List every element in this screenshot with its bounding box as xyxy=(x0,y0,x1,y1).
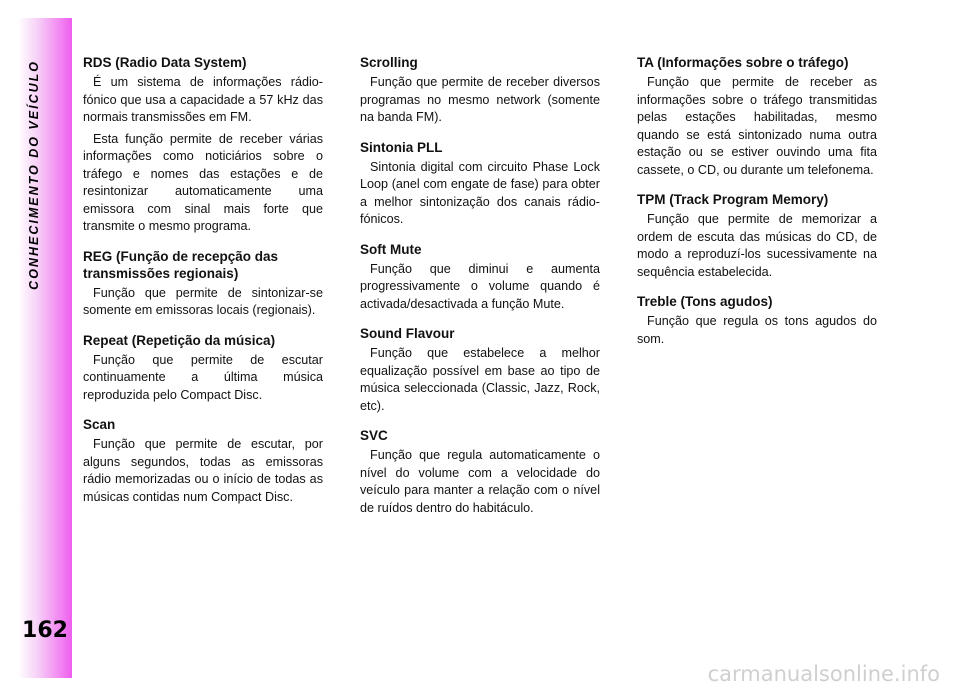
glossary-entry xyxy=(83,248,323,320)
entry-paragraph: Função que permite de receber as informações sobre o tráfego transmitidas pelas estações habilitadas, mesmo quando se está sintonizado numa outra estação ou se estiver ouvindo uma fita cassete, o CD, ou durante um telefonema. xyxy=(637,75,877,177)
glossary-entry xyxy=(360,54,600,127)
entry-paragraph: É um sistema de informações rádio-fónico que usa a capacidade a 57 kHz das normais transmissões em FM. xyxy=(83,75,323,124)
entry-paragraph: Função que permite de escutar continuamente a última música reproduzida pelo Compact Disc. xyxy=(83,352,323,402)
glossary-entry xyxy=(637,293,877,348)
glossary-entry xyxy=(637,191,877,281)
entry-paragraph: Função que permite de sintonizar-se somente em emissoras locais (regionais). xyxy=(83,285,323,317)
text-column-3 xyxy=(637,54,877,360)
glossary-entry xyxy=(83,332,323,405)
entry-heading: Scan xyxy=(83,417,116,432)
entry-paragraph: Função que permite de receber diversos programas no mesmo network (somente na banda FM). xyxy=(360,75,600,124)
entry-heading: TPM (Track Program Memory) xyxy=(637,192,829,207)
entry-heading: Scrolling xyxy=(360,55,418,70)
entry-paragraph: Função que diminui e aumenta progressivamente o volume quando é activada/desactivada a função Mute. xyxy=(360,261,600,311)
glossary-entry xyxy=(360,427,600,517)
entry-heading: REG (Função de recepção das transmissões regionais) xyxy=(83,248,279,281)
text-column-2 xyxy=(360,54,600,529)
entry-heading: RDS (Radio Data System) xyxy=(83,55,247,70)
glossary-entry xyxy=(83,416,323,506)
entry-paragraph: Função que permite de memorizar a ordem de escuta das músicas do CD, de modo a reproduzí-los sucessivamente na sequência estabelecida. xyxy=(637,212,877,279)
entry-heading: Sound Flavour xyxy=(360,326,455,341)
watermark: carmanualsonline.info xyxy=(707,662,940,686)
text-column-1 xyxy=(83,54,323,518)
entry-paragraph: Sintonia digital com circuito Phase Lock Loop (anel com engate de fase) para obter a melhor sintonização dos canais rádio-fónicos. xyxy=(360,159,600,226)
glossary-entry xyxy=(637,54,877,179)
entry-heading: SVC xyxy=(360,428,388,443)
entry-paragraph: Esta função permite de receber várias informações como noticiários sobre o tráfego e nomes das estações e de resintonizar automaticamente uma emissora com sinal mais forte que transmite o mesmo programa. xyxy=(83,131,323,233)
entry-heading: Sintonia PLL xyxy=(360,139,443,155)
glossary-entry xyxy=(360,241,600,314)
glossary-entry xyxy=(83,54,323,236)
entry-paragraph: Função que estabelece a melhor equalização possível em base ao tipo de música seleccionada (Classic, Jazz, Rock, etc). xyxy=(360,346,600,413)
entry-heading: TA (Informações sobre o tráfego) xyxy=(637,55,849,70)
entry-paragraph: Função que regula automaticamente o nível do volume com a velocidade do veículo para manter a relação com o nível de ruídos dentro do habitáculo. xyxy=(360,448,600,515)
section-label: CONHECIMENTO DO VEÍCULO xyxy=(27,60,41,290)
entry-heading: Treble (Tons agudos) xyxy=(637,294,773,309)
entry-heading: Repeat (Repetição da música) xyxy=(83,332,276,348)
entry-paragraph: Função que permite de escutar, por alguns segundos, todas as emissoras rádio memorizadas ou o início de todas as músicas contidas num Compact Disc. xyxy=(83,437,323,504)
entry-heading: Soft Mute xyxy=(360,241,422,257)
glossary-entry xyxy=(360,139,600,229)
glossary-entry xyxy=(360,325,600,415)
entry-paragraph: Função que regula os tons agudos do som. xyxy=(637,314,877,346)
page-number: 162 xyxy=(22,618,68,643)
